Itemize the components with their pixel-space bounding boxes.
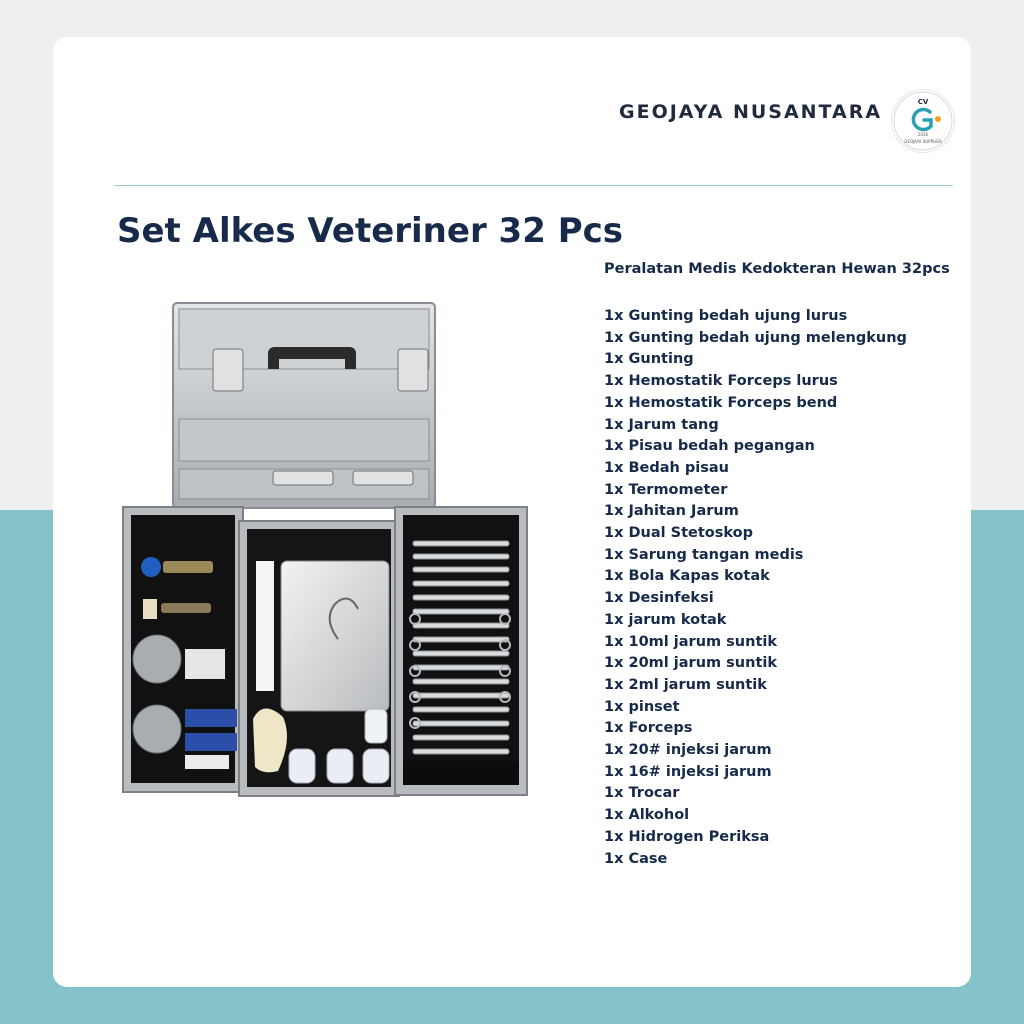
- list-item: 1x Hemostatik Forceps lurus: [604, 373, 838, 390]
- list-item: 1x Gunting bedah ujung melengkung: [604, 329, 907, 346]
- list-item: 1x Trocar: [604, 785, 680, 802]
- list-item: 1x 10ml jarum suntik: [604, 633, 778, 650]
- list-item: 1x 2ml jarum suntik: [604, 676, 767, 693]
- logo-bottom-text: GEOJAYA SUPPLIER: [904, 139, 942, 144]
- list-item: 1x Case: [604, 850, 668, 867]
- list-item: 1x Hemostatik Forceps bend: [604, 394, 838, 411]
- list-item: 1x 20# injeksi jarum: [604, 742, 772, 759]
- list-item: 1x Hidrogen Periksa: [604, 828, 770, 845]
- product-subtitle: Peralatan Medis Kedokteran Hewan 32pcs: [604, 261, 950, 277]
- product-title: Set Alkes Veteriner 32 Pcs: [117, 211, 624, 251]
- list-item: 1x Gunting: [604, 351, 694, 368]
- list-item: 1x Jarum tang: [604, 416, 719, 433]
- list-item: 1x Bola Kapas kotak: [604, 568, 770, 585]
- product-card: [53, 37, 971, 987]
- list-item: 1x 16# injeksi jarum: [604, 763, 772, 780]
- item-list: [604, 306, 907, 870]
- list-item: 1x Jahitan Jarum: [604, 503, 739, 520]
- logo-year-text: 2016: [917, 132, 929, 137]
- list-item: 1x Gunting bedah ujung lurus: [604, 308, 848, 324]
- company-logo: [891, 89, 955, 153]
- logo-emblem-icon: [892, 90, 954, 152]
- vet-kit-case-image: [113, 299, 533, 819]
- list-item: 1x Sarung tangan medis: [604, 546, 804, 563]
- brand-name: GEOJAYA NUSANTARA: [619, 101, 883, 123]
- list-item: 1x Termometer: [604, 481, 728, 498]
- list-item: 1x Forceps: [604, 720, 693, 737]
- list-item: 1x Alkohol: [604, 807, 690, 824]
- list-item: 1x Bedah pisau: [604, 459, 729, 476]
- list-item: 1x 20ml jarum suntik: [604, 655, 778, 672]
- list-item: 1x Dual Stetoskop: [604, 525, 753, 542]
- list-item: 1x pinset: [604, 698, 680, 715]
- logo-top-text: CV: [917, 98, 929, 106]
- list-item: 1x Pisau bedah pegangan: [604, 438, 815, 455]
- list-item: 1x jarum kotak: [604, 611, 727, 628]
- list-item: 1x Desinfeksi: [604, 590, 714, 607]
- header-divider: [114, 185, 953, 186]
